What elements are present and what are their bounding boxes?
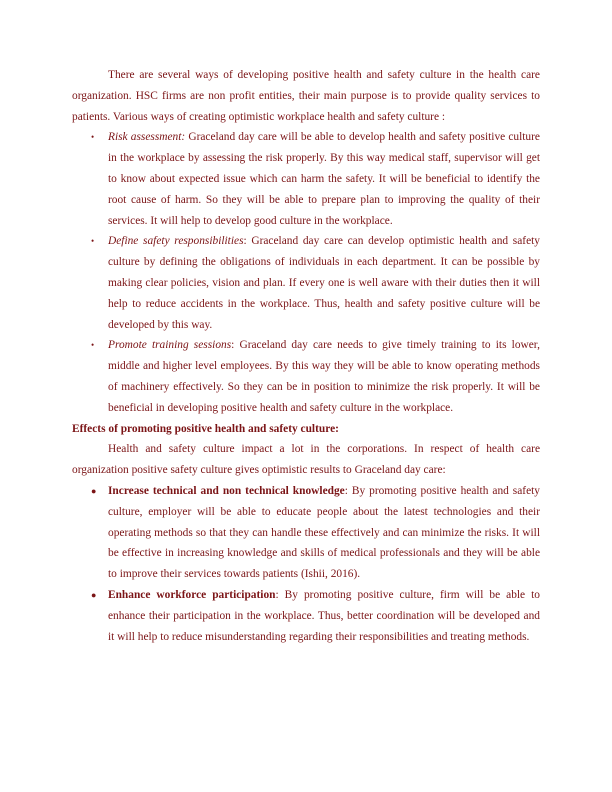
list-item-promote-training-sessions	[91, 335, 540, 418]
item-title: Promote training sessions	[108, 339, 232, 352]
item-text: : Graceland day care needs to give timely training to its lower, middle and higher level employees. By this way they will be able to know operating methods of machinery effectively. So they can be in position to minimize the risk properly. It will be beneficial in developing positive health and safety culture in the workplace.	[108, 339, 540, 414]
list-item-enhance-participation	[91, 585, 540, 647]
bullet-icon: ●	[91, 589, 97, 600]
effects-list	[72, 481, 540, 647]
item-text: : By promoting positive health and safety culture, employer will be able to educate people about the latest technologies and their operating methods so that they can handle these effectively and can minimize the risks. It will be effective in increasing knowledge and skills of medical professionals and they will be able to improve their services towards patients (Ishii, 2016).	[108, 484, 541, 581]
item-text: : By promoting positive culture, firm will be able to enhance their participation in the workplace. Thus, better coordination will be developed and it will help to reduce misunderstanding regarding their responsibilities and treating methods.	[108, 588, 540, 643]
bullet-icon: •	[91, 236, 95, 247]
list-item-risk-assessment	[91, 127, 540, 231]
item-title: Increase technical and non technical knowledge	[108, 484, 345, 497]
item-title: Risk assessment:	[108, 131, 186, 144]
bullet-icon: •	[91, 340, 95, 351]
list-item-increase-knowledge	[91, 481, 541, 585]
item-text: : Graceland day care can develop optimistic health and safety culture by defining the obligations of individuals in each department. It can be possible by making clear policies, vision and plan. If every one is well aware with their duties then it will help to reduce accidents in the workplace. Thus, health and safety positive culture will be developed by this way.	[108, 235, 540, 331]
effects-heading: Effects of promoting positive health and safety culture:	[72, 422, 339, 435]
item-text: Graceland day care will be able to develop health and safety positive culture in the workplace by assessing the risk properly. By this way medical staff, supervisor will get to know about expected issue which can harm the safety. It will be beneficial to identify the root cause of harm. So they will be able to prepare plan to improving the quality of their services. It will help to develop good culture in the workplace.	[108, 131, 540, 227]
intro-paragraph: There are several ways of developing positive health and safety culture in the health care organization. HSC firms are non profit entities, their main purpose is to provide quality services to patients. Various ways of creating optimistic workplace health and safety culture :	[72, 69, 540, 123]
bullet-icon: ●	[91, 485, 97, 496]
item-title: Define safety responsibilities	[108, 235, 244, 248]
document-body	[72, 65, 540, 647]
bullet-icon: •	[91, 132, 95, 143]
effects-intro-paragraph: Health and safety culture impact a lot in the corporations. In respect of health care organization positive safety culture gives optimistic results to Graceland day care:	[72, 443, 540, 477]
list-item-define-safety-responsibilities	[91, 231, 540, 335]
ways-list	[72, 127, 540, 418]
item-title: Enhance workforce participation	[108, 588, 276, 601]
